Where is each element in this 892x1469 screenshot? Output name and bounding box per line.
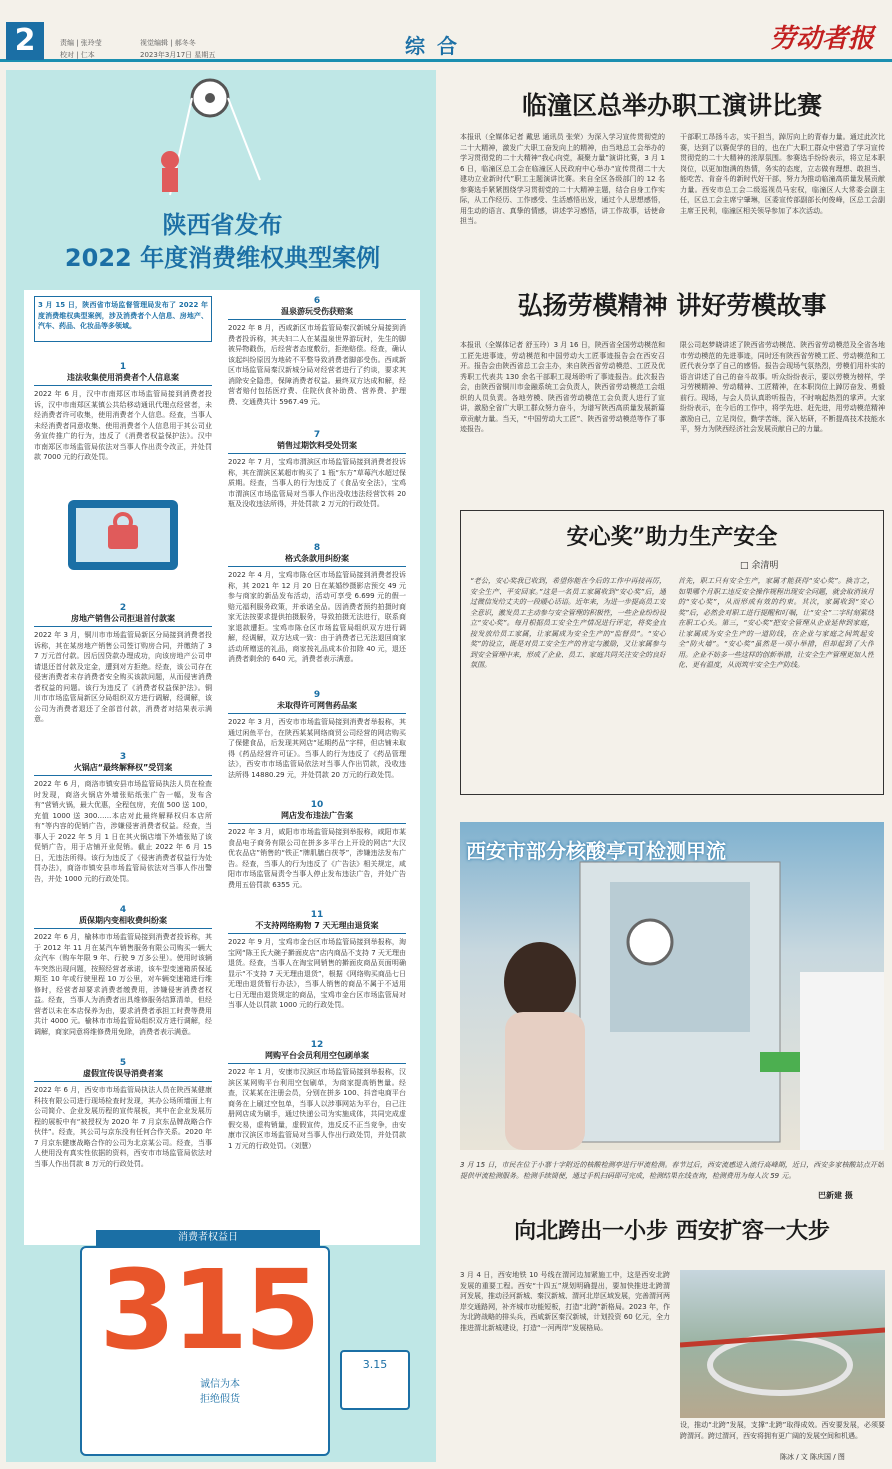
case-body: 2022 年 8 月，西咸新区市场监管局秦汉新城分局接到消费者投诉称，其夫妇二人在某温泉世界游玩时，先生的脚被异物戳伤，后经营者态度敷衍，拒绝赔偿。经查，确认该起纠纷原因为地砖不平整导致消费者脚部受伤。西咸新区市场监管局秦汉新城分局对经营者进行了约谈，要求其消除安全隐患，保障消费者权益。最终双方达成和解，经营者赔付包括医疗费、住院伙食补助费、营养费、护理费、交通费共计 5967.49 元。 bbox=[228, 324, 406, 406]
case-body: 2022 年 3 月，西安市市场监管局接到消费者举报称，其通过闲鱼平台，在陕西某某网络商贸公司经营的网店购买了保健食品，后发现其网店“延期药品”字样，但店铺未取得《药品经营许可证》。当事人的行为违反了《药品管理法》，西安市市场监管局依法对当事人作出罚款，没收违法所得 14880.29 元，并处罚款 20 万元的行政处罚。 bbox=[228, 718, 406, 779]
expand-credit: 陈冰 / 文 陈庆国 / 图 bbox=[780, 1453, 845, 1461]
nucleic-acid-booth-photo bbox=[460, 822, 884, 1150]
case-number: 12 bbox=[310, 1040, 324, 1050]
anxin-body-col2: 首先，职工只有安全生产，家属才能获得“安心奖”。换言之，如果哪个月职工违反安全操作规程出现安全问题，就会取消该月的“安心奖”，从而形成有效的约束。其次，家属收到“安心奖”后，必然会对职工进行提醒和叮嘱，让“安全”二字时刻萦绕在职工心头。第三，“安心奖”把安全管理从企业延伸到家庭，让家属成为安全生产的一道防线，在企业与家庭之间筑起安全“防火墙”。“安心奖”虽然是一项小举措，但却起到了大作用。企业不妨多一些这样的创新举措，让安全生产管理更加人性化、更有温度，从而筑牢安全生产防线。 bbox=[678, 577, 874, 669]
case-6 bbox=[228, 296, 406, 427]
case-12 bbox=[228, 1040, 406, 1205]
case-body: 2022 年 7 月，宝鸡市渭滨区市场监管局接到消费者投诉称，其在渭滨区某超市购买了 1 瓶“东方”草莓汽水超过保质期。经查，当事人的行为违反了《食品安全法》，宝鸡市渭滨区市场监管局对当事人作出没收违法经营饮料 20 瓶及没收违法所得，并处罚款 2 万元的行政处罚。 bbox=[228, 458, 406, 508]
anxin-headline: 安心奖”助力生产安全 bbox=[566, 524, 778, 550]
case-3 bbox=[34, 752, 212, 909]
case-1 bbox=[34, 362, 212, 481]
case-title: 温泉游玩受伤获赔案 bbox=[228, 306, 406, 320]
case-8 bbox=[228, 543, 406, 688]
photo-credit: 巴新建 摄 bbox=[818, 1191, 853, 1200]
case-title: 虚假宣传误导消费者案 bbox=[34, 1068, 212, 1082]
case-number: 8 bbox=[313, 543, 321, 553]
section-title: 综合 bbox=[405, 34, 469, 58]
case-11 bbox=[228, 910, 406, 1041]
case-number: 7 bbox=[313, 430, 321, 440]
case-body: 2022 年 4 月，宝鸡市陈仓区市场监管局接到消费者投诉称，其 2021 年 12 月 20 日在某婚纱摄影店预交 49 元参与商家的新品发布活动，活动可享受 6.699 元的假一赔元福利服务政策，并承诺全品。因消费者预约拍摄时商家无法按要求提供拍摄服务，导致拍摄无法进行，联系商家退款遭拒。宝鸡市陈仓区市场监管局组织双方进行调解，经调解，双方达成一致：由于消费者已无法退回商家活动所赠送的礼品，商家按礼品成本价扣除 40 元，退还消费者剩余的 640 元，消费者表示满意。 bbox=[228, 571, 406, 663]
case-title: 未取得许可网售药品案 bbox=[228, 700, 406, 714]
anxin-author: □ 余清明 bbox=[740, 561, 779, 571]
page-header bbox=[0, 0, 892, 62]
model-body-col1: 本报讯（全媒体记者 舒玉玲）3 月 16 日，陕西省全国劳动模范和工匠先进事迹，劳动模范和中国劳动大工匠事迹报告会在西安召开。报告会由陕西省总工会主办，来自陕西省劳动模范、工匠及优秀职工代表共 130 余名干部职工现场聆听了事迹报告。此次报告会，由陕西省铜川市金融系统工会负责人，陕西省劳动模范工会组织的人员负责。各地劳模、陕西省劳动模范工会负责人进行了宣讲，激励全省广大职工群众努力奋斗，为谱写陕西高质量发展新篇章贡献力量。当天，“中国劳动大工匠”、陕西省劳动模范等作了事迹报告。 bbox=[460, 341, 665, 433]
case-number: 1 bbox=[119, 362, 127, 372]
feature-intro: 3 月 15 日，陕西省市场监督管理局发布了 2022 年度消费维权典型案例，涉及消费者个人信息、房地产、汽车、药品、化妆品等多领域。 bbox=[34, 296, 212, 342]
case-title: 销售过期饮料受处罚案 bbox=[228, 440, 406, 454]
editor-credit: 责编 | 张玲莹 bbox=[60, 39, 102, 47]
case-title: 房地产销售公司拒退首付款案 bbox=[34, 613, 212, 627]
speech-headline: 临潼区总举办职工演讲比赛 bbox=[521, 91, 822, 120]
case-body: 2022 年 3 月，咸阳市市场监管局接到举报称，咸阳市某食品电子商务有限公司在拼多多平台上开设的网店“大汉优农品店”销售的“铁正”牌肌膳白茯苓”，涉嫌违法发布广告。经查，当事人的行为违反了《广告法》相关规定，咸阳市市场监管局责令当事人停止发布违法广告，并处广告费用五倍罚款 6355 元。 bbox=[228, 828, 406, 889]
case-number: 3 bbox=[119, 752, 127, 762]
case-body: 2022 年 6 月，榆林市市场监管局接到消费者投诉称，其于 2012 年 11 月在某汽车销售服务有限公司购买一辆大众汽车（购车年限 9 年、行驶 9 万多公里）。使用时该辆车突然出现问题，按照经营者承诺，该车型变速箱质保延期至 10 年或行驶里程 10 万公里，对车辆变速箱进行维修时，经营者却要求消费者缴费用，涉嫌侵害消费者权益。经查，当事人为消费者出具维修服务结算清单，但经营者以未在本店保养为由，要求消费者承担工时费等费用共计 4000 元。榆林市市场监管局组织双方进行调解，经调解，商家同意将维修费用免除，消费者表示满意。 bbox=[34, 933, 212, 1036]
case-title: 火锅店“最终解释权”受罚案 bbox=[34, 762, 212, 776]
feature-title-line2: 2022 年度消费维权典型案例 bbox=[64, 244, 381, 272]
case-number: 10 bbox=[310, 800, 324, 810]
booth-scene bbox=[460, 822, 884, 1150]
model-headline: 弘扬劳模精神 讲好劳模故事 bbox=[517, 291, 827, 320]
case-5 bbox=[34, 1058, 212, 1235]
masthead-logo: 劳动者报 bbox=[770, 24, 875, 54]
case-body: 2022 年 6 月，西安市市场监管局执法人员在陕西某健康科技有限公司进行现场检查时发现，其办公场所墙面上有公司简介、企业发展历程的宣传展板，其中在企业发展历程的展板中有“被授权为 2020 年 7 月京东品牌战略合作伙伴”。经查，其公司与京东没有任何合作关系。2020 年 7 月京东健康战略合作的公司为北京某公司。经查，当事人使用没有真实性依据的资料，西安市市场监管局依法对当事人作出罚款 8 万元的行政处罚。 bbox=[34, 1086, 212, 1168]
bridge-scene bbox=[680, 1270, 885, 1418]
slogan-line1: 诚信为本 bbox=[200, 1379, 240, 1390]
case-number: 9 bbox=[313, 690, 321, 700]
case-number: 5 bbox=[119, 1058, 127, 1068]
case-title: 格式条款用纠纷案 bbox=[228, 553, 406, 567]
case-body: 2022 年 6 月，商洛市镇安县市场监管局执法人员在检查时发现，商洛火锅店外墙张贴纸张广告一幅，发布含有“营销火锅，最大优惠，全程包房，充值 500 送 100，充值 1000 送 300……本店对此最终解释权归本店所有”等内容的促销广告，涉嫌侵害消费者权益。经查，当事人于 2022 年 5 月 1 日在其火锅店墙下外墙张贴了该促销广告，用于店铺开业促销。截止 2022 年 6 月 15 日，无违法所得。该行为违反了《侵害消费者权益行为处罚办法》，商洛市镇安县市场监管局依法对当事人作出警告，并处 1000 元的行政处罚。 bbox=[34, 780, 212, 883]
case-title: 质保期内变相收费纠纷案 bbox=[34, 915, 212, 929]
case-body: 2022 年 9 月，宝鸡市金台区市场监管局接到举报称，淘宝网“陈王氏大碗子擀面皮店”店内商品不支持 7 天无理由退货。经查，当事人在淘宝网销售的擀面皮商品页面明确显示“不支持 7 天无理由退货”，根据《网络购买商品七日无理由退货暂行办法》，当事人销售的商品不属于不适用七日无理由退货规定的商品，宝鸡市金台区市场监管局对当事人处以罚款 1000 元的行政处罚。 bbox=[228, 938, 406, 1009]
case-2 bbox=[34, 603, 212, 750]
case-body: 2022 年 3 月，铜川市市场监管局新区分局接到消费者投诉称，其在某房地产销售公司签订购房合同，并缴纳了 37 万元首付款。因后因贷款办理成功，向该房地产公司申请退还首付款及定金，遭到对方拒绝。经查，该公司存在侵害消费者未存消费者安全购买该款问题，从而侵害消费者权益的问题。该行为违反了《消费者权益保护法》。铜川市市场监管局新区分局组织双方进行调解，经调解，该公司为消费者退还了全部首付款，消费者对结果表示满意。 bbox=[34, 631, 212, 723]
speech-body-col1: 本报讯（全媒体记者 戴思 通讯员 张荣）为深入学习宣传贯彻党的二十大精神，激发广大职工奋发向上的精神，由当地总工会举办的学习贯彻党的二十大精神“我心向党，凝聚力量”演讲比赛，3 月 16 日，临潼区总工会在临潼区人民政府中心举办“宣传贯彻二十大 建功立业新时代”职工主题演讲比赛。来自全区各级部门的 12 名参赛选手紧紧围绕学习贯彻党的二十大精神主题，结合自身工作实际，从工作经历、工作感受、生活感悟出发，通过个人思想感悟，用生动的语言、真挚的情感，讲述学习感悟，讲工作故事，话使命担当。 bbox=[460, 133, 665, 225]
case-body: 2022 年 6 月，汉中市南郑区市场监管局接到消费者投诉，汉中市南郑区某镇公共给移动通讯代理点经营者，未经消费者许可收集，使用消费者个人信息。经查，当事人未经消费者同意收集、使用消费者个人信息用于其公司业务宣传推广的行为，违反了《消费者权益保护法》。汉中市南郑区市场监管局依法对当事人作出责令改正，并处罚款 7000 元的行政处罚。 bbox=[34, 390, 212, 461]
expand-body-col2: 设，推动“北跨”发展，支撑“北跨”取得成效。西安要发展，必须要跨渭河。跨过渭河，西安将拥有更广阔的发展空间和机遇。 bbox=[680, 1421, 885, 1440]
privacy-illustration bbox=[38, 480, 208, 590]
case-number: 11 bbox=[310, 910, 324, 920]
case-body: 2022 年 1 月，安康市汉滨区市场监管局接到举报称，汉滨区某网购平台利用空包刷单，为商家提高销售量。经查，汉某某在注册会员，分别在拼多 100、抖音电商平台商务在上刷过空包单，当事人以涉事网站为平台，自己注册网店成为刷手，通过快递公司为实施成体，共同完成虚假交易，虚构销量，虚假宣传，违反反不正当竞争，由安康市汉滨区市场监管局对当事人作出行政处罚，并处罚款 1 万元的行政处罚。（刘慧） bbox=[228, 1068, 406, 1150]
case-number: 2 bbox=[119, 603, 127, 613]
case-title: 违法收集使用消费者个人信息案 bbox=[34, 372, 212, 386]
feature-title-line1: 陕西省发布 bbox=[162, 211, 283, 239]
case-7 bbox=[228, 430, 406, 541]
visual-editor-credit: 视觉编辑 | 郝冬冬 bbox=[140, 39, 196, 47]
case-4 bbox=[34, 905, 212, 1062]
case-title: 不支持网络购物 7 天无理由退货案 bbox=[228, 920, 406, 934]
proof-credit: 校对 | 仁本 bbox=[60, 51, 95, 59]
slogan-line2: 拒绝假货 bbox=[200, 1394, 240, 1405]
anxin-body-col1: “老公，安心奖我已收到，希望你能在今后的工作中再接再厉，安全生产、平安回家。”这是一名员工家属收到“安心奖”后，通过微信发给丈夫的一段暖心话语。近年来，为进一步提高员工安全意识，激发员工主动参与安全管理的积极性，一些企业纷纷设立“安心奖”。每月根据员工安全生产情况进行评定，将奖金直接发放给员工家属，让家属成为安全生产的“监督员”。“安心奖”的设立，既是对员工安全生产的肯定与激励，又让家属参与到安全管理中来，形成了企业、员工、家庭共同关注安全的良好氛围。 bbox=[470, 577, 666, 669]
calendar-badge: 3.15 bbox=[340, 1350, 410, 1410]
big-315: 315 bbox=[99, 1246, 317, 1374]
expand-body-col1: 3 月 4 日，西安地铁 10 号线在渭河边加紧施工中，这是西安北跨发展的重要工程。西安“十四五”规划明确提出，要加快推进北跨渭河发展，推动泾河新城、秦汉新城、渭河北岸区域发展，完善渭河两岸交通路网，补齐城市功能短板，打造“北跨”新格局。2023 年，作为北跨战略的排头兵，西咸新区秦汉新城，计划投资 60 亿元，全力推进渭北新城建设，打造“一河两岸”发展格局。 bbox=[460, 1271, 670, 1332]
issue-date: 2023年3月17日 星期五 bbox=[140, 51, 216, 59]
page-number: 2 bbox=[6, 22, 44, 60]
case-title: 网购平台会员利用空包刷单案 bbox=[228, 1050, 406, 1064]
case-number: 6 bbox=[313, 296, 321, 306]
bridge-aerial-photo bbox=[680, 1270, 885, 1418]
pulley-illustration bbox=[110, 70, 330, 200]
speech-body-col2: 干部职工昂扬斗志，实干担当，踔厉向上的青春力量。通过此次比赛，达到了以赛促学的目的，也在广大职工群众中营造了学习宣传贯彻党的二十大精神的浓厚氛围。参赛选手纷纷表示，将立足本职岗位，以更加饱满的热情，务实的态度，立志做有理想、敢担当、能吃苦、肯奋斗的新时代好干部，努力为推动临潼高质量发展贡献力量。西安市总工会二级巡视员马宏权，临潼区人大常委会副主任，区总工会主席宁肇琳，区委宣传部副部长何俊峰，区总工会副主席王民利，临潼区相关领导参加了本次活动。 bbox=[680, 133, 885, 215]
model-body-col2: 限公司赵梦晓讲述了陕西省劳动模范、陕西省劳动模范及全省各地市劳动模范的先进事迹，同时还有陕西省劳模工匠、劳动模范和工匠代表分享了自己的感悟。报告会现场气氛热烈，劳模们用朴实的语言讲述了自己的奋斗故事。听众纷纷表示，要以劳模为榜样，学习劳模精神、劳动精神、工匠精神，在本职岗位上踔厉奋发、勇毅前行。现场，与会人员认真聆听报告，不时响起热烈的掌声。大家纷纷表示，在今后的工作中，将学先进、赶先进，用劳动模范精神激励自己，立足岗位，勤学苦练，深入钻研，不断提高技术技能水平，努力为陕西经济社会发展贡献自己的力量。 bbox=[680, 341, 885, 433]
case-number: 4 bbox=[119, 905, 127, 915]
photo-headline: 西安市部分核酸亭可检测甲流 bbox=[466, 839, 726, 863]
case-title: 网店发布违法广告案 bbox=[228, 810, 406, 824]
consumer-day-banner: 消费者权益日 bbox=[96, 1230, 320, 1246]
case-9 bbox=[228, 690, 406, 801]
expand-headline: 向北跨出一小步 西安扩容一大步 bbox=[514, 1218, 830, 1244]
case-10 bbox=[228, 800, 406, 911]
photo-caption: 3 月 15 日，市民在位于小寨十字附近的核酸检测亭进行甲流检测。春节过后，西安流感进入流行高峰期，近日，西安多家核酸站点开始提供甲流检测服务。检测手续简便，通过手机扫码即可完成，检测结果在线查询，检测费用为每人次 59 元。 bbox=[460, 1161, 884, 1180]
